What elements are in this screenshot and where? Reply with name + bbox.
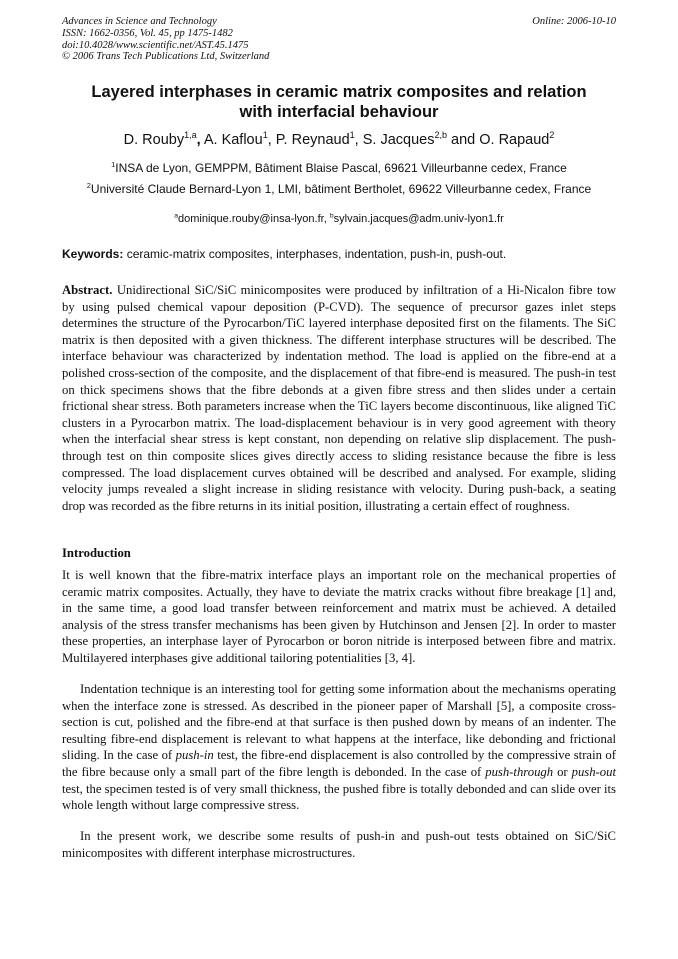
author-conjunction: and [451, 132, 476, 148]
abstract [62, 282, 616, 514]
author-name: A. Kaflou [203, 132, 263, 148]
introduction-paragraph-1: It is well known that the fibre-matrix interface plays an important role on the mechanical properties of ceramic matrix composites. Actually, they have to deviate the matrix cracks without fibre breakage [1] and, in the same time, a good load transfer between reinforcement and matrix must be achieved. A detailed analysis of the stress transfer mechanisms has been given by Hutchinson and Jensen [2]. In order to master these properties, an interphase layer of Pyrocarbon or boron nitride is interposed between fibre and matrix. Multilayered interphases give additional tailoring potentialities [3, 4]. [62, 568, 616, 665]
author-name: S. Jacques [362, 132, 435, 148]
online-date: Online: 2006-10-10 [532, 16, 616, 27]
introduction-heading: Introduction [62, 546, 131, 560]
affiliation-mark: 1 [111, 160, 116, 169]
email-mark: a [174, 212, 179, 220]
paper-title [62, 82, 616, 122]
introduction-paragraph-2 [62, 681, 616, 814]
title-line-1: Layered interphases in ceramic matrix composites and relation [91, 83, 587, 101]
email-link[interactable]: sylvain.jacques@adm.univ-lyon1.fr [333, 213, 504, 225]
paragraph-text: or [553, 764, 572, 779]
author-affiliation-mark: 2,b [434, 130, 447, 141]
journal-header [62, 16, 616, 63]
affiliation-text: INSA de Lyon, GEMPPM, Bâtiment Blaise Pascal, 69621 Villeurbanne cedex, France [115, 161, 567, 175]
emphasis-term: push-out [571, 764, 616, 779]
email-mark: b [329, 212, 334, 220]
journal-doi: doi:10.4028/www.scientific.net/AST.45.1475 [62, 39, 249, 51]
affiliation-1 [62, 161, 616, 175]
abstract-text: Unidirectional SiC/SiC minicomposites were produced by infiltration of a Hi-Nicalon fibre tow by using pulsed chemical vapour deposition (P-CVD). The sequence of precursor gazes inlet steps determines the structure of the Pyrocarbon/TiC layered interphase deposited first on the filaments. The SiC matrix is then deposited with a given thickness. The different interphase structures will be described. The interface behaviour was characterized by indentation method. The load is applied on the fibre-end at a polished cross-section of the composite, and the displacement of that fibre-end is measured. The push-in test on thick specimens shows that the fibre debonds at a given fibre stress and then slides under a certain frictional shear stress. Both parameters increase when the TiC layers become discontinuous, like aligned TiC clusters in a Pyrocarbon matrix. The load-displacement behaviour is in very good agreement with theory when the interfacial shear stress is kept constant, non depending on relative slip displacement. The push-through test on thin composite slices gives directly access to sliding resistance because the fibre is less compressed. The load displacement curves obtained will be described and analysed. For example, sliding velocity jumps revealed a slight increase in sliding resistance with velocity. During push-back, a seating drop was recorded as the fibre returns in its initial position, illustrating a certain effect of roughness. [62, 283, 617, 513]
contact-emails [62, 212, 616, 226]
keywords-label: Keywords: [62, 247, 124, 261]
author-name: P. Reynaud [275, 132, 350, 148]
journal-issn: ISSN: 1662-0356, Vol. 45, pp 1475-1482 [62, 27, 233, 39]
abstract-label: Abstract. [62, 283, 113, 297]
keywords [62, 247, 616, 261]
paragraph-text: test, the specimen tested is of very small thickness, the pushed fibre is totally debonded and can slide over its whole length without large compressive stress. [62, 781, 616, 813]
journal-copyright: © 2006 Trans Tech Publications Ltd, Switzerland [62, 51, 270, 63]
journal-name: Advances in Science and Technology [62, 16, 217, 27]
introduction-paragraph-3: In the present work, we describe some results of push-in and push-out tests obtained on SiC/SiC minicomposites with different interphase microstructures. [62, 829, 616, 860]
email-link[interactable]: dominique.rouby@insa-lyon.fr, [178, 213, 327, 225]
affiliation-mark: 2 [86, 181, 91, 190]
keywords-text: ceramic-matrix composites, interphases, indentation, push-in, push-out. [126, 247, 507, 261]
affiliation-text: Université Claude Bernard-Lyon 1, LMI, bâtiment Bertholet, 69622 Villeurbanne cedex, France [90, 182, 592, 196]
emphasis-term: push-in [175, 748, 214, 763]
affiliation-2 [62, 182, 616, 196]
author-name: D. Rouby [123, 132, 185, 148]
author-affiliation-mark: 1 [262, 130, 268, 141]
title-line-2: with interfacial behaviour [239, 103, 439, 121]
author-list: D. Rouby$^{1,a}$, A. Kaflou$^1$, P. Reynaud$^1$, S. Jacques$^{2,b}$ and O. Rapaud$^2$ [123, 130, 555, 148]
emphasis-term: push-through [485, 764, 554, 779]
author-affiliation-mark: 1,a [184, 130, 197, 141]
author-affiliation-mark: 2 [549, 130, 555, 141]
paragraph-text: Indentation technique is an interesting tool for getting some information about the mechanisms operating when the interface zone is stressed. As described in the pioneer paper of Marshall [5], a composite cross-section is cut, polished and the fibre-end at that surface is then pushed down by means of an indenter. The resulting fibre-end displacement is relevant to what happens at the interface, like debonding and frictional sliding. In the case of [62, 682, 616, 763]
author-name: O. Rapaud [479, 132, 550, 148]
paragraph-text: test, the fibre-end displacement is also controlled by the compressive strain of the fibre because only a small part of the fibre length is debonded. In the case of [62, 748, 616, 779]
author-affiliation-mark: 1 [349, 130, 355, 141]
